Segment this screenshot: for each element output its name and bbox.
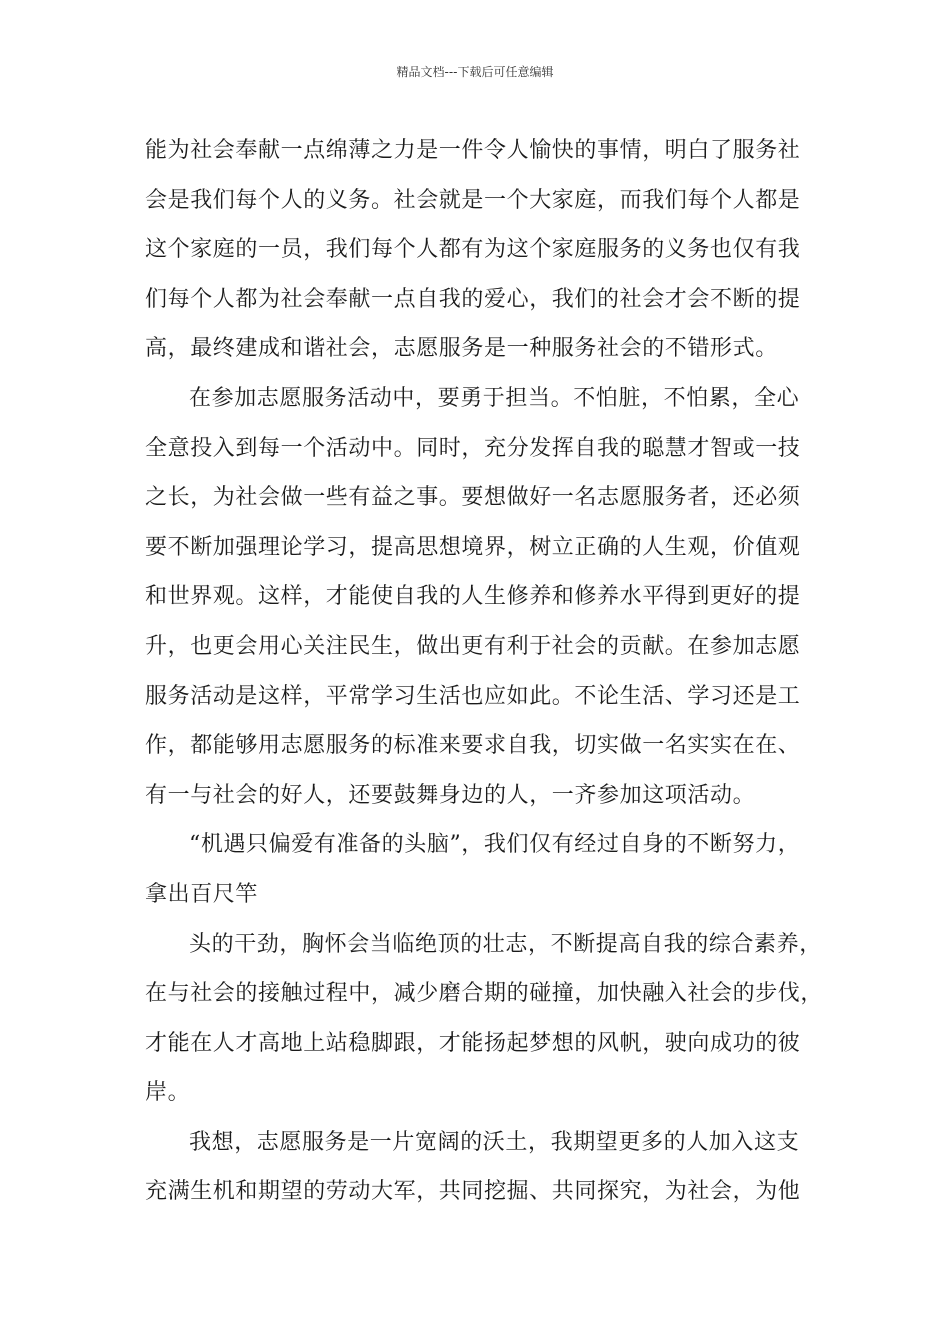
text-line: 升，也更会用心关注民生，做出更有利于社会的贡献。在参加志愿	[145, 633, 801, 659]
text-line: 在与社会的接触过程中，减少磨合期的碰撞，加快融入社会的步伐，	[145, 981, 824, 1007]
text-line: 才能在人才高地上站稳脚跟，才能扬起梦想的风帆，驶向成功的彼	[145, 1030, 801, 1056]
text-line: 高，最终建成和谐社会，志愿服务是一种服务社会的不错形式。	[145, 336, 778, 362]
text-line: 作，都能够用志愿服务的标准来要求自我，切实做一名实实在在、	[145, 733, 801, 759]
text-line: 服务活动是这样，平常学习生活也应如此。不论生活、学习还是工	[145, 683, 801, 709]
paragraph-start-line: 我想，志愿服务是一片宽阔的沃土，我期望更多的人加入这支	[189, 1129, 800, 1155]
text-line: 们每个人都为社会奉献一点自我的爱心，我们的社会才会不断的提	[145, 286, 801, 312]
text-line: 全意投入到每一个活动中。同时，充分发挥自我的聪慧才智或一技	[145, 435, 801, 461]
body-text	[145, 126, 824, 1217]
text-line: 充满生机和期望的劳动大军，共同挖掘、共同探究，为社会，为他	[145, 1179, 801, 1205]
paragraph-start-line: 在参加志愿服务活动中，要勇于担当。不怕脏，不怕累，全心	[189, 385, 800, 411]
text-line: 有一与社会的好人，还要鼓舞身边的人，一齐参加这项活动。	[145, 782, 756, 808]
text-line: 拿出百尺竿	[145, 881, 259, 907]
text-line: 岸。	[145, 1080, 191, 1106]
text-line: 这个家庭的一员，我们每个人都有为这个家庭服务的义务也仅有我	[145, 237, 801, 263]
text-line: 之长，为社会做一些有益之事。要想做好一名志愿服务者，还必须	[145, 485, 801, 511]
paragraph-start-line: “机遇只偏爱有准备的头脑”，我们仅有经过自身的不断努力，	[189, 832, 801, 858]
paragraph-start-line: 头的干劲，胸怀会当临绝顶的壮志，不断提高自我的综合素养，	[189, 931, 822, 957]
text-line: 能为社会奉献一点绵薄之力是一件令人愉快的事情，明白了服务社	[145, 138, 801, 163]
text-line: 和世界观。这样，才能使自我的人生修养和修养水平得到更好的提	[145, 584, 801, 610]
text-line: 会是我们每个人的义务。社会就是一个大家庭，而我们每个人都是	[145, 187, 801, 213]
page-header: 精品文档---下载后可任意编辑	[396, 65, 554, 79]
text-line: 要不断加强理论学习，提高思想境界，树立正确的人生观，价值观	[145, 534, 801, 560]
